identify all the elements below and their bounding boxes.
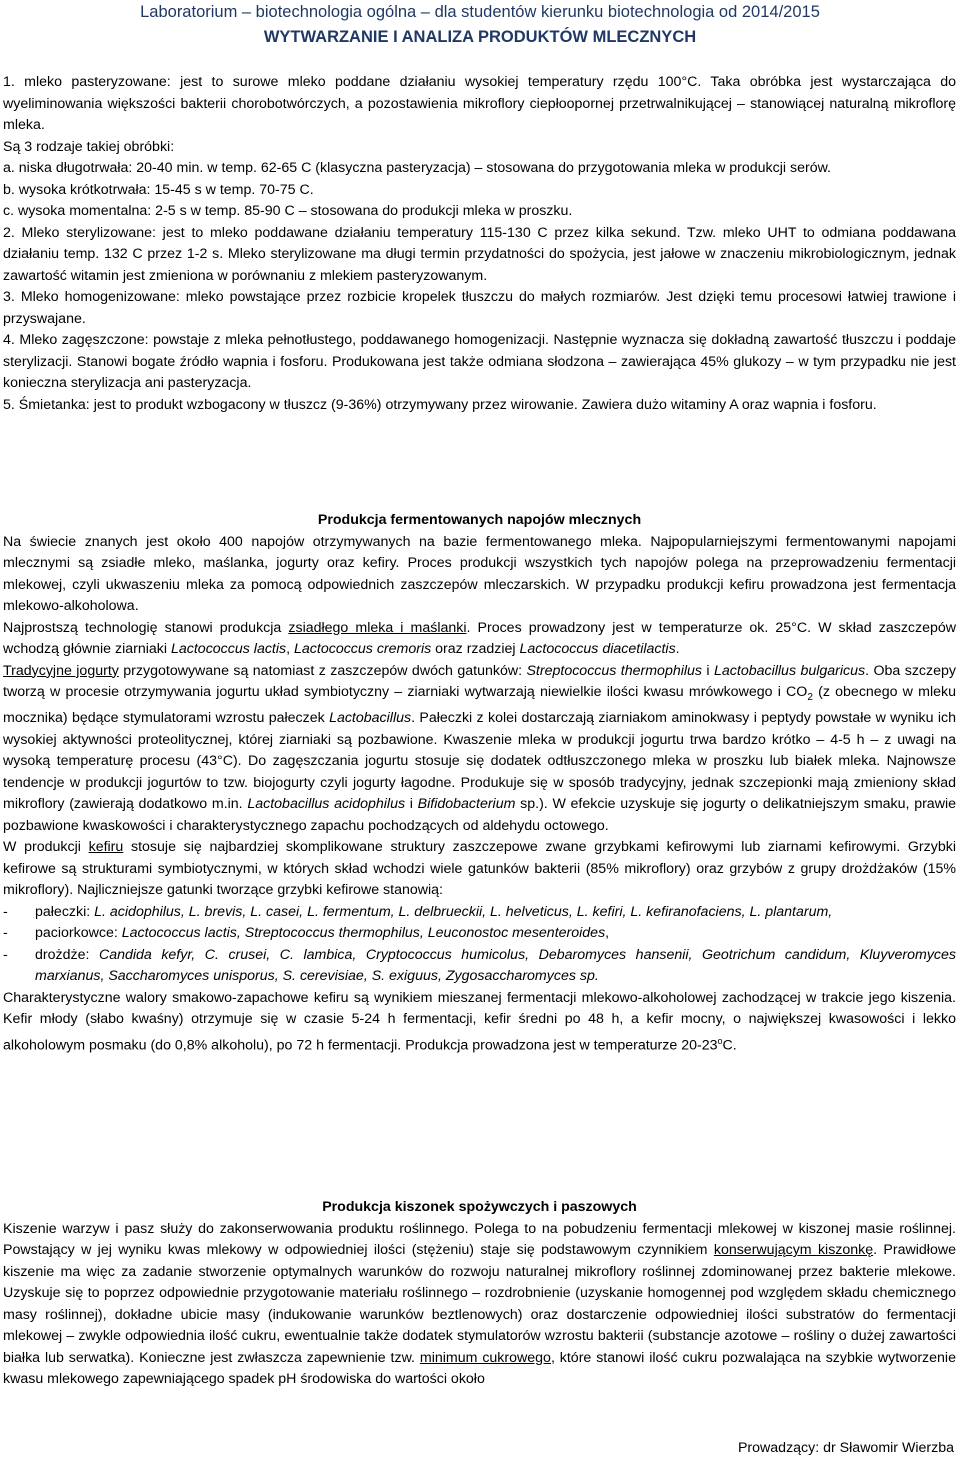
- header-course-title: Laboratorium – biotechnologia ogólna – dla studentów kierunku biotechnologia od 2014/2015: [140, 3, 820, 21]
- paragraph-pasteurized-milk: 1. mleko pasteryzowane: jest to surowe mleko poddane działaniu wysokiej temperatury rzędu 100°C. Taka obróbka jest wystarczająca do wyeliminowania większości bakterii chorobotwórczych, a pozostawienia mikroflory ciepłoopornej przetrwalnikującej – stanowiącej naturalną mikroflorę mleka.: [3, 74, 956, 133]
- section-heading-silage: Produkcja kiszonek spożywczych i paszowych: [322, 1199, 637, 1215]
- list-item-bacilli: - pałeczki: L. acidophilus, L. brevis, L. casei, L. fermentum, L. delbrueckii, L. helveticus, L. kefiri, L. kefiranofaciens, L. plantarum,: [3, 903, 833, 920]
- section-silage: [3, 1197, 956, 1391]
- paragraph-cream: 5. Śmietanka: jest to produkt wzbogacony w tłuszcz (9-36%) otrzymywany przez wirowanie. Zawiera dużo witaminy A oraz wapnia i fosforu.: [3, 396, 877, 413]
- paragraph-silage: Kiszenie warzyw i pasz służy do zakonserwowania produktu roślinnego. Polega to na pobudzeniu fermentacji mlekowej w kiszonej masie roślinnej. Powstający w jej wyniku kwas mlekowy w odpowiedniej ilości (stężeniu) staje się podstawowym czynnikiem konserwującym kiszonkę. Prawidłowe kiszenie ma więc za zadanie stworzenie optymalnych warunków do rozwoju naturalnej mikroflory roślinnej zdominowanej przez bakterie mlekowe. Uzyskuje się to poprzez odpowiednie przygotowanie materiału roślinnego – rozdrobnienie (uzyskanie homogennej pod względem składu chemicznego masy roślinnej), dokładne ubicie masy (indukowanie warunków beztlenowych) oraz dostarczenie odpowiedniej ilości substratów do fermentacji mlekowej – zwykle odpowiednia ilość cukru, ewentualnie także dodatek stymulatorów wzrostu bakterii (substancje azotowe – rośliny o dużej zawartości białka lub serwatka). Konieczne jest zwłaszcza zapewnienie tzw. minimum cukrowego, które stanowi ilość cukru pozwalająca na szybkie wytworzenie kwasu mlekowego zapewniającego spadek pH środowiska do wartości około: [3, 1220, 956, 1387]
- paragraph-yogurt: Tradycyjne jogurty przygotowywane są natomiast z zaszczepów dwóch gatunków: Streptococcus thermophilus i Lactobacillus bulgaricus. Oba szczepy tworzą w procesie otrzymywania jogurtu układ symbiotyczny – ziarniaki wytwarzają niewielkie ilości kwasu mrówkowego i $CO_2$ (z obecnego w mleku mocznika) będące stymulatorami wzrostu pałeczek Lactobacillus. Pałeczki z kolei dostarczają ziarniakom aminokwasy i peptydy powstałe w wyniku ich wysokiej aktywności proteolitycznej, której ziarniaki są pozbawione. Kwaszenie mleka w produkcji jogurtu trwa bardzo krótko – 4-5 h – z uwagi na wysoką temperaturę procesu (43°C). Do zagęszczania jogurtu stosuje się dodatek odtłuszczonego mleka w proszku lub białek mleka. Najnowsze tendencje w produkcji jogurtów to tzw. biojogurty czyli jogurty łagodne. Produkuje się w sposób tradycyjny, jednak szczepionki mają zmieniony skład mikroflory (zawierają dodatkowo m.in. Lactobacillus acidophilus i Bifidobacterium sp.). W efekcie uzyskuje się jogurty o delikatniejszym smaku, prawie pozbawione kwaskowości i charakterystycznego zapachu pochodzących od aldehydu octowego.: [3, 662, 956, 834]
- list-item-cocci: - paciorkowce: Lactococcus lactis, Streptococcus thermophilus, Leuconostoc mesenteroides,: [3, 925, 610, 942]
- paragraph-kefir-characteristics: Charakterystyczne walory smakowo-zapachowe kefiru są wynikiem mieszanej fermentacji mlekowo-alkoholowej zachodzącej w trakcie jego kiszenia. Kefir młody (słabo kwaśny) otrzymuje się w czasie 5-24 h fermentacji, kefir średni po 48 h, a kefir mocny, o największej kwasowości i lekko alkoholowym posmaku (do 0,8% alkoholu), po 72 h fermentacji. Produkcja prowadzona jest w temperaturze 20-23$^o$C.: [3, 989, 956, 1054]
- paragraph-sterilized-milk: 2. Mleko sterylizowane: jest to mleko poddawane działaniu temperatury 115-130 C przez kilka sekund. Tzw. mleko UHT to odmiana poddawana działaniu temp. 132 C przez 1-2 s. Mleko sterylizowane ma długi termin przydatności do spożycia, jest jałowe w znaczeniu mikrobiologicznym, jednak zawartość witamin jest zmieniona w porównaniu z mlekiem pasteryzowanym.: [3, 224, 956, 284]
- paragraph-kefir: W produkcji kefiru stosuje się najbardziej skomplikowane struktury zaszczepowe zwane grzybkami kefirowymi lub ziarnami kefirowymi. Grzybki kefirowe są strukturami symbiotycznymi, w których skład wchodzi wiele gatunków bakterii (85% mikroflory) oraz grzybów z grupy drożdżaków (15% mikroflory). Najliczniejsze gatunki tworzące grzybki kefirowe stanowią:: [3, 839, 956, 899]
- paragraph-homogenized-milk: 3. Mleko homogenizowane: mleko powstające przez rozbicie kropelek tłuszczu do małych rozmiarów. Jest dzięki temu procesowi łatwiej trawione i przyswajane.: [3, 289, 956, 327]
- section-fermented-drinks: [3, 510, 956, 1057]
- paragraph-sour-milk-buttermilk: Najprostszą technologię stanowi produkcja zsiadłego mleka i maślanki. Proces prowadzony jest w temperaturze ok. 25°C. W skład zaszczepów wchodzą głównie ziarniaki Lactococcus lactis, Lactococcus cremoris oraz rzadziej Lactococcus diacetilactis.: [3, 619, 957, 657]
- paragraph-condensed-milk: 4. Mleko zagęszczone: powstaje z mleka pełnotłustego, poddawanego homogenizacji. Następnie wyznacza się dokładną zawartość tłuszczu i poddaje sterylizacji. Stanowi bogate źródło wapnia i fosforu. Produkowana jest także odmiana słodzona – zawierająca 45% glukozy – w tym przypadku nie jest konieczna sterylizacja ani pasteryzacja.: [3, 332, 956, 391]
- list-item-treatment-b: b. wysoka krótkotrwała: 15-45 s w temp. 70-75 C.: [3, 181, 314, 198]
- footer-instructor: Prowadzący: dr Sławomir Wierzba: [737, 1440, 954, 1456]
- section-milk-types: [3, 72, 956, 416]
- header-topic-title: WYTWARZANIE I ANALIZA PRODUKTÓW MLECZNYCH: [263, 28, 697, 46]
- paragraph-fermented-intro: Na świecie znanych jest około 400 napojów otrzymywanych na bazie fermentowanego mleka. Najpopularniejszymi fermentowanymi napojami mlecznymi są zsiadłe mleko, maślanka, jogurty oraz kefiry. Proces produkcji wszystkich tych napojów polega na przeprowadzeniu fermentacji mlekowej, czyli ukwaszeniu mleka za pomocą odpowiednich zaszczepów mleczarskich. W przypadku produkcji kefiru prowadzona jest fermentacja mlekowo-alkoholowa.: [3, 533, 956, 614]
- section-heading-fermented-drinks: Produkcja fermentowanych napojów mlecznych: [317, 512, 642, 528]
- paragraph-treatment-types-intro: Są 3 rodzaje takiej obróbki:: [3, 138, 175, 155]
- list-item-treatment-a: a. niska długotrwała: 20-40 min. w temp. 62-65 C (klasyczna pasteryzacja) – stosowana do przygotowania mleka w produkcji serów.: [3, 160, 831, 176]
- list-item-treatment-c: c. wysoka momentalna: 2-5 s w temp. 85-90 C – stosowana do produkcji mleka w proszku.: [3, 203, 573, 219]
- list-item-yeasts: - drożdże: Candida kefyr, C. crusei, C. lambica, Cryptococcus humicolus, Debaromyces hansenii, Geotrichum candidum, Kluyveromyces marxianus, Saccharomyces unisporus, S. cerevisiae, S. exiguus, Zygosaccharomyces sp.: [3, 946, 957, 985]
